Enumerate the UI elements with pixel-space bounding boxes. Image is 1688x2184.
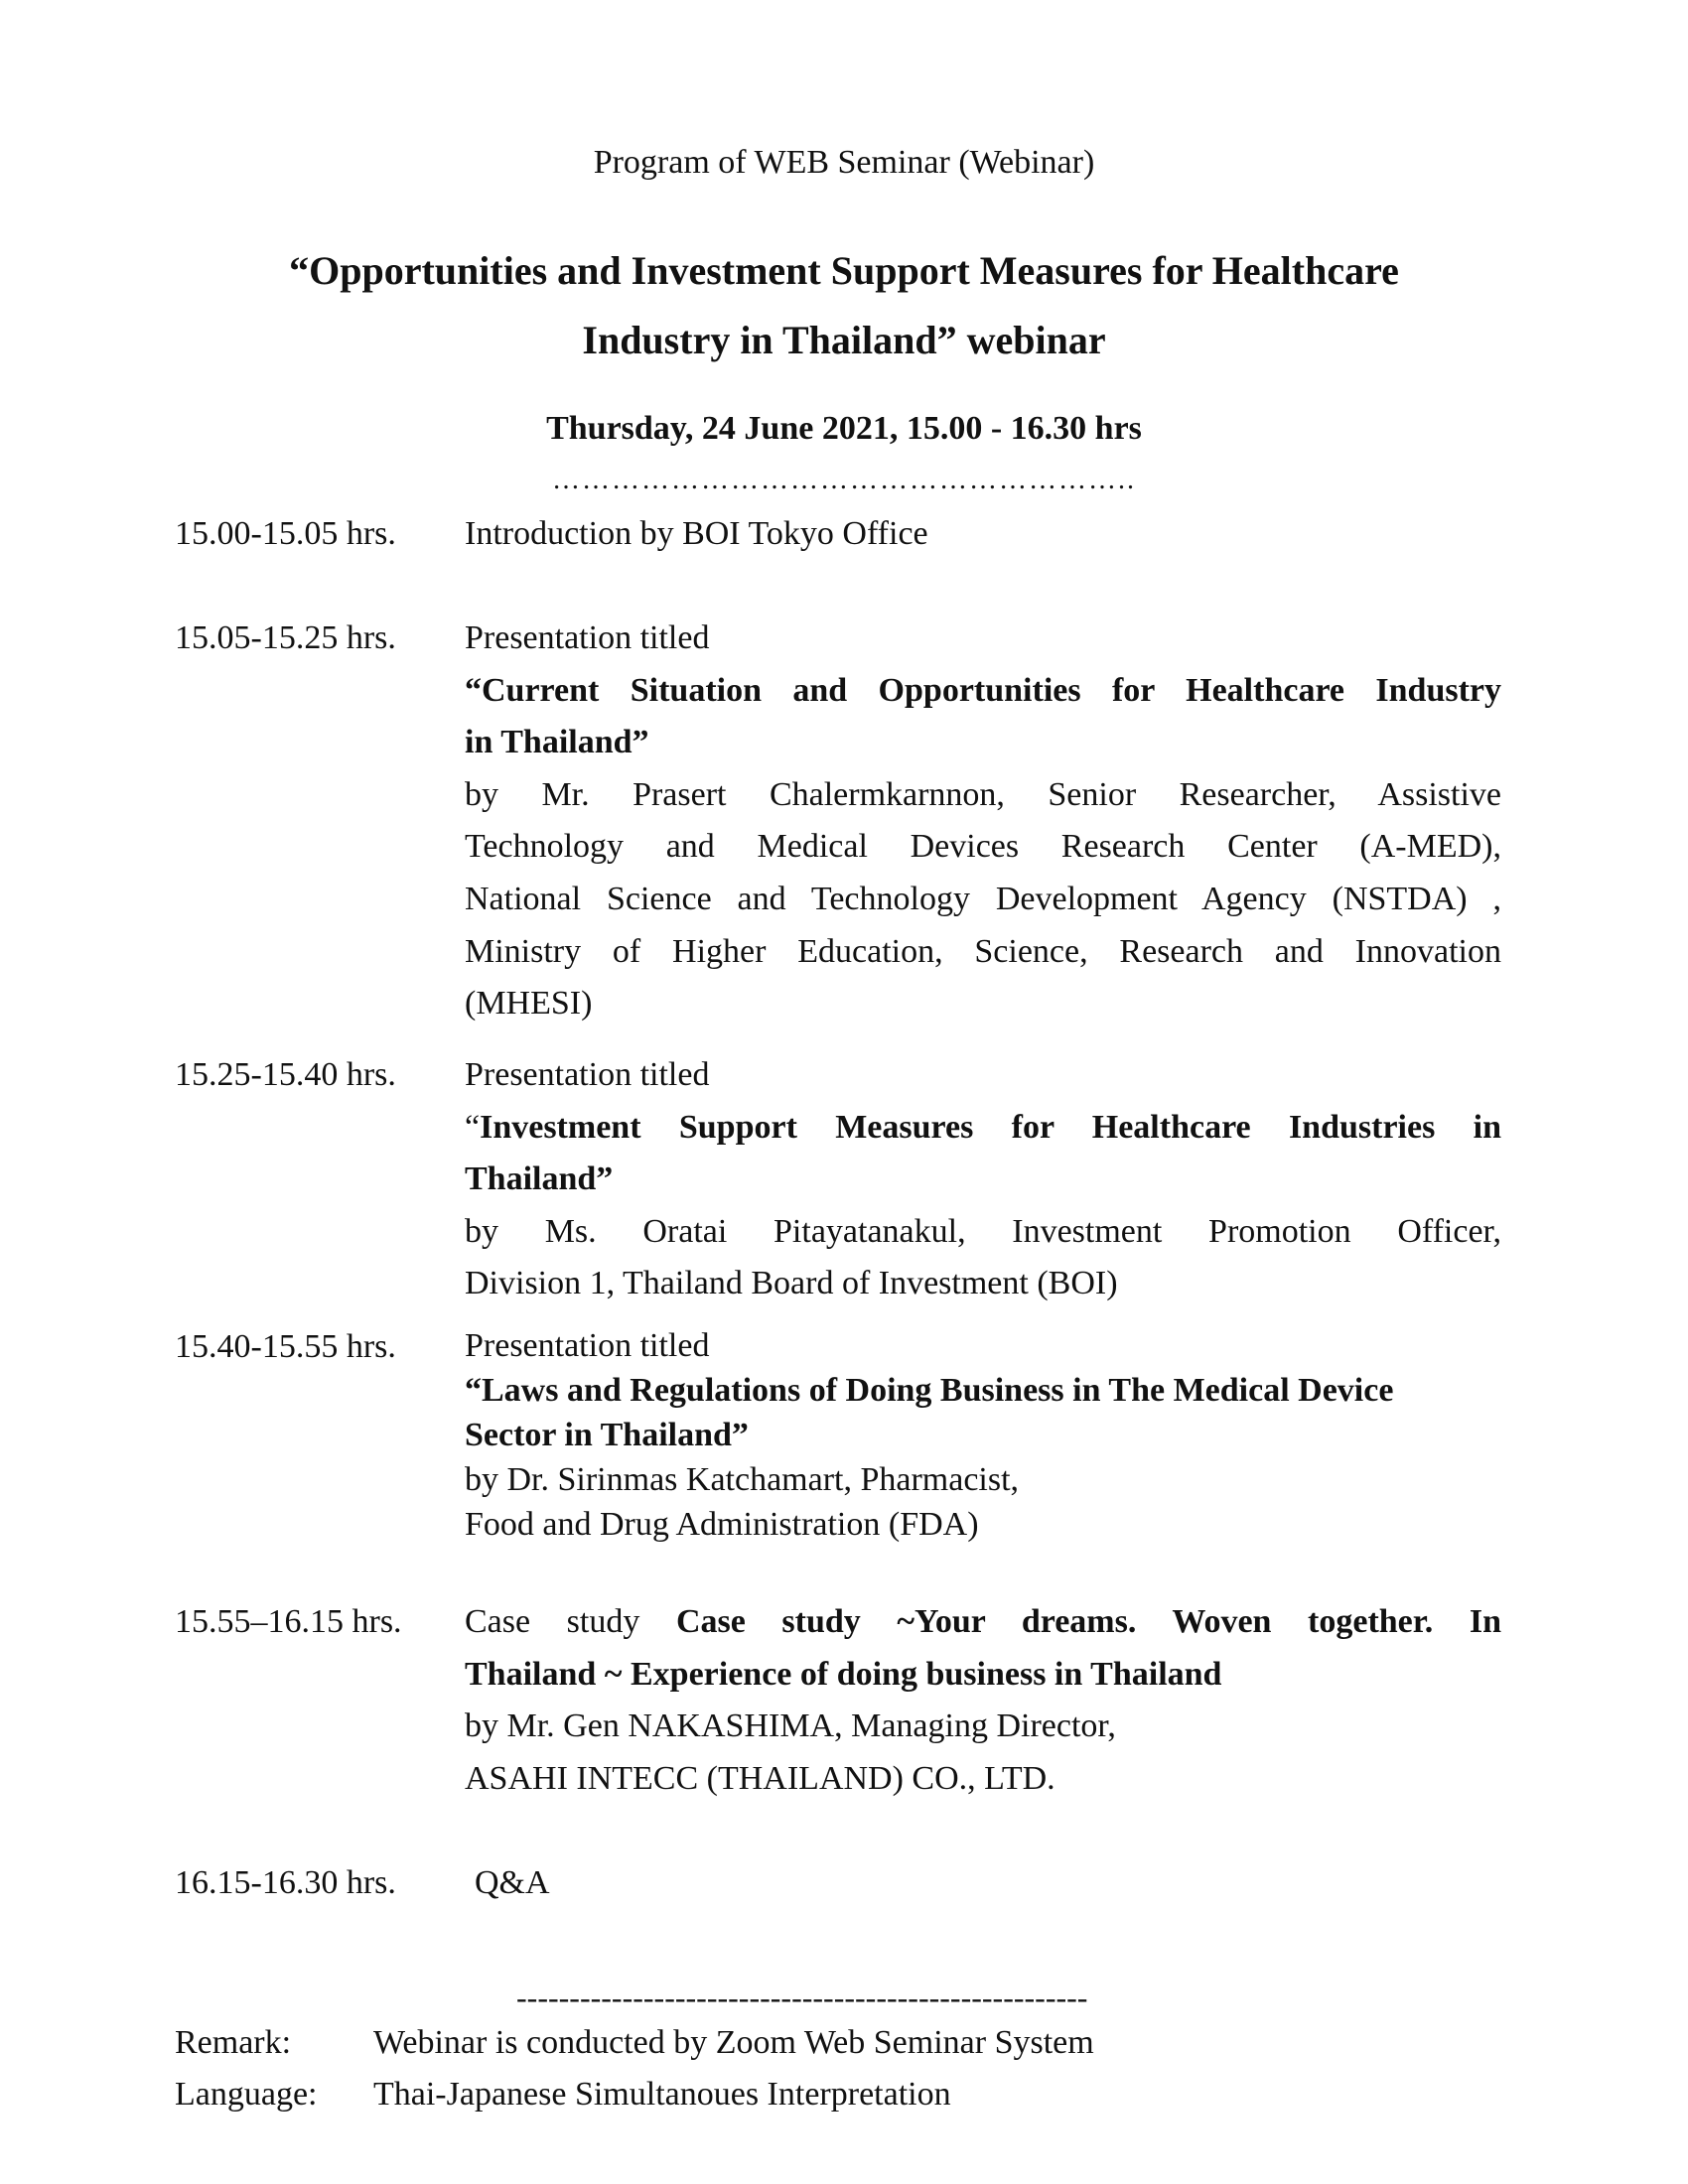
program-item xyxy=(465,1323,1501,1547)
footer-divider: ------------------------------------------------------ xyxy=(516,1979,1088,2015)
title-line-1: “Opportunities and Investment Support Measures for Healthcare xyxy=(289,248,1399,293)
speaker-line: Ministry of Higher Education, Science, Research and Innovation xyxy=(465,932,1501,970)
title-open-quote: “ xyxy=(465,1108,481,1146)
title-text: Investment Support Measures for Healthcare Industries in xyxy=(480,1108,1501,1146)
speaker-line: Technology and Medical Devices Research Center (A-MED), xyxy=(465,828,1501,866)
program-item xyxy=(465,508,1501,561)
program-intro: Presentation titled xyxy=(465,1056,710,1093)
speaker-line: National Science and Technology Development Agency (NSTDA) , xyxy=(465,880,1501,917)
speaker-line: by Ms. Oratai Pitayatanakul, Investment Promotion Officer, xyxy=(465,1212,1501,1250)
speaker-line: Food and Drug Administration (FDA) xyxy=(465,1506,979,1543)
program-time: 15.40-15.55 hrs. xyxy=(175,1328,396,1365)
case-study-line xyxy=(465,1596,1501,1649)
program-item xyxy=(475,1857,1511,1910)
remark-text: Webinar is conducted by Zoom Web Seminar System xyxy=(373,2024,1094,2061)
speaker-line: by Mr. Prasert Chalermkarnnon, Senior Researcher, Assistive xyxy=(465,775,1501,813)
speaker-line: by Dr. Sirinmas Katchamart, Pharmacist, xyxy=(465,1461,1020,1498)
program-time: 15.00-15.05 hrs. xyxy=(175,515,396,552)
presentation-title-line: in Thailand” xyxy=(465,724,649,761)
case-study-title-line: Thailand ~ Experience of doing business in Thailand xyxy=(465,1655,1222,1693)
document-subtitle: Program of WEB Seminar (Webinar) xyxy=(593,144,1095,181)
dotted-separator: ………………………………………………….. xyxy=(552,465,1136,495)
speaker-line: Division 1, Thailand Board of Investment (BOI) xyxy=(465,1265,1118,1302)
program-item xyxy=(465,1596,1501,1805)
presentation-title-line: Thailand” xyxy=(465,1160,614,1198)
program-time: 15.05-15.25 hrs. xyxy=(175,619,396,656)
speaker-line: by Mr. Gen NAKASHIMA, Managing Director, xyxy=(465,1707,1116,1745)
presentation-title-line: “Current Situation and Opportunities for Healthcare Industry xyxy=(465,671,1501,709)
speaker-line: ASAHI INTECC (THAILAND) CO., LTD. xyxy=(465,1759,1055,1797)
program-time: 15.55–16.15 hrs. xyxy=(175,1603,402,1640)
case-study-label: Case study xyxy=(465,1603,640,1640)
presentation-title-line: “Laws and Regulations of Doing Business in The Medical Device xyxy=(465,1372,1394,1409)
event-date: Thursday, 24 June 2021, 15.00 - 16.30 hrs xyxy=(546,410,1142,447)
program-time: 15.25-15.40 hrs. xyxy=(175,1056,396,1093)
speaker-line: (MHESI) xyxy=(465,985,593,1023)
program-intro: Presentation titled xyxy=(465,1327,710,1364)
case-study-title: Case study ~Your dreams. Woven together. In xyxy=(675,1603,1501,1640)
remark-label: Remark: xyxy=(175,2024,292,2061)
title-line-2: Industry in Thailand” webinar xyxy=(582,318,1106,362)
language-text: Thai-Japanese Simultanoues Interpretation xyxy=(373,2076,951,2113)
document-title xyxy=(0,236,1688,375)
program-intro: Q&A xyxy=(475,1864,550,1901)
program-time: 16.15-16.30 hrs. xyxy=(175,1864,396,1901)
program-intro: Presentation titled xyxy=(465,619,710,656)
presentation-title-line: Sector in Thailand” xyxy=(465,1417,749,1453)
language-label: Language: xyxy=(175,2076,318,2113)
program-item xyxy=(465,1049,1501,1310)
presentation-title-line xyxy=(465,1102,1501,1155)
program-intro: Introduction by BOI Tokyo Office xyxy=(465,515,928,552)
program-item xyxy=(465,613,1501,1030)
